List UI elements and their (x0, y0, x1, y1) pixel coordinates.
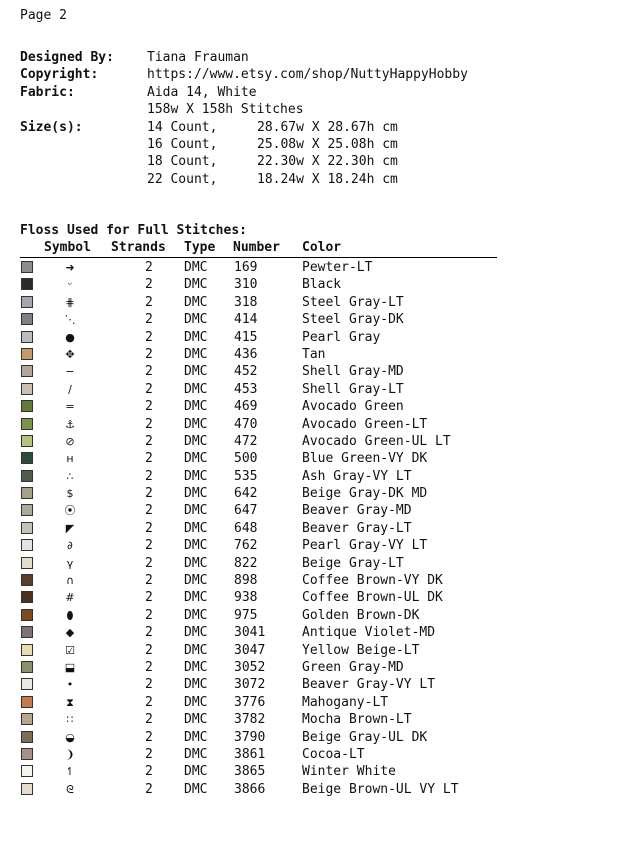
color-name-cell: Blue Green-VY DK (302, 451, 428, 467)
color-name-cell: Pewter-LT (302, 260, 373, 275)
color-swatch (21, 748, 33, 760)
color-swatch (21, 348, 33, 360)
floss-row (20, 746, 497, 763)
strands-cell: 2 (145, 729, 153, 745)
floss-row (20, 381, 497, 398)
color-name-cell: Coffee Brown-UL DK (302, 590, 443, 606)
strands-cell: 2 (145, 468, 153, 484)
symbol-glyph: ⧗ (66, 695, 74, 709)
stitch-count: 158w X 158h Stitches (147, 102, 304, 118)
color-swatch (21, 591, 33, 603)
symbol-glyph: ᵕ (67, 278, 73, 292)
header-color: Color (302, 240, 342, 255)
number-cell: 3861 (234, 746, 266, 762)
size-dimensions: 25.08w X 25.08h cm (257, 136, 398, 152)
number-cell: 762 (234, 538, 258, 554)
type-cell: DMC (184, 764, 208, 780)
floss-row (20, 711, 497, 728)
strands-cell: 2 (145, 486, 153, 502)
symbol-glyph: ⚓ (65, 417, 75, 431)
color-swatch (21, 365, 33, 377)
copyright-label: Copyright: (20, 67, 99, 83)
size-count: 18 Count, (147, 154, 218, 170)
symbol-glyph: γ (66, 556, 74, 570)
floss-row (20, 607, 497, 624)
type-cell: DMC (184, 312, 208, 328)
color-name-cell: Pearl Gray-VY LT (302, 538, 428, 554)
floss-row (20, 589, 497, 606)
header-type: Type (184, 240, 216, 255)
strands-cell: 2 (145, 555, 153, 571)
color-name-cell: Beaver Gray-VY LT (302, 677, 436, 693)
type-cell: DMC (184, 712, 208, 728)
designer-label: Designed By: (20, 50, 114, 65)
color-swatch (21, 470, 33, 482)
color-name-cell: Tan (302, 346, 326, 362)
type-cell: DMC (184, 573, 208, 589)
color-swatch (21, 296, 33, 308)
number-cell: 169 (234, 260, 258, 275)
color-swatch (21, 383, 33, 395)
number-cell: 3865 (234, 764, 266, 780)
number-cell: 318 (234, 294, 258, 310)
floss-row (20, 485, 497, 502)
symbol-glyph: • (66, 678, 74, 692)
color-swatch (21, 504, 33, 516)
color-swatch (21, 452, 33, 464)
page-label: Page 2 (20, 8, 67, 23)
color-swatch (21, 487, 33, 499)
number-cell: 938 (234, 590, 258, 606)
floss-row (20, 659, 497, 676)
symbol-glyph: ➜ (65, 261, 75, 274)
color-name-cell: Beige Gray-LT (302, 555, 404, 571)
strands-cell: 2 (145, 712, 153, 728)
type-cell: DMC (184, 329, 208, 345)
floss-row (20, 763, 497, 780)
color-swatch (21, 400, 33, 412)
strands-cell: 2 (145, 677, 153, 693)
strands-cell: 2 (145, 746, 153, 762)
floss-row (20, 537, 497, 554)
symbol-glyph: ∩ (65, 574, 75, 588)
sizes-label: Size(s): (20, 119, 83, 135)
floss-row (20, 676, 497, 693)
floss-table-header (20, 240, 497, 258)
floss-section-title: Floss Used for Full Stitches: (20, 223, 247, 238)
symbol-glyph: − (65, 365, 75, 379)
symbol-glyph: ⋱ (64, 313, 76, 327)
fabric-value: Aida 14, White (147, 84, 257, 100)
strands-cell: 2 (145, 416, 153, 432)
symbol-glyph: ◒ (65, 730, 75, 744)
color-swatch (21, 678, 33, 690)
header-number: Number (233, 240, 280, 255)
symbol-glyph: ↿ (65, 765, 75, 779)
copyright-link[interactable]: https://www.etsy.com/shop/NuttyHappyHobby (147, 67, 468, 83)
strands-cell: 2 (145, 538, 153, 554)
size-dimensions: 22.30w X 22.30h cm (257, 154, 398, 170)
color-name-cell: Black (302, 277, 342, 293)
number-cell: 898 (234, 573, 258, 589)
strands-cell: 2 (145, 503, 153, 519)
type-cell: DMC (184, 677, 208, 693)
strands-cell: 2 (145, 694, 153, 710)
number-cell: 3047 (234, 642, 266, 658)
number-cell: 453 (234, 381, 258, 397)
number-cell: 648 (234, 520, 258, 536)
floss-row (20, 346, 497, 363)
symbol-glyph: ⦿ (64, 504, 76, 518)
color-swatch (21, 644, 33, 656)
strands-cell: 2 (145, 260, 153, 275)
type-cell: DMC (184, 433, 208, 449)
number-cell: 3866 (234, 781, 266, 797)
floss-row (20, 398, 497, 415)
floss-row (20, 502, 497, 519)
color-name-cell: Ash Gray-VY LT (302, 468, 412, 484)
floss-row (20, 624, 497, 641)
number-cell: 452 (234, 364, 258, 380)
color-swatch (21, 522, 33, 534)
number-cell: 436 (234, 346, 258, 362)
number-cell: 3072 (234, 677, 266, 693)
floss-row (20, 520, 497, 537)
symbol-glyph: ⬮ (66, 608, 74, 622)
number-cell: 975 (234, 607, 258, 623)
symbol-glyph: ∴ (66, 469, 74, 483)
number-cell: 3052 (234, 659, 266, 675)
type-cell: DMC (184, 277, 208, 293)
floss-row (20, 468, 497, 485)
floss-row (20, 450, 497, 467)
type-cell: DMC (184, 399, 208, 415)
color-swatch (21, 731, 33, 743)
color-name-cell: Shell Gray-LT (302, 381, 404, 397)
symbol-glyph: ☑ (65, 643, 75, 657)
symbol-glyph: ⬓ (64, 660, 76, 674)
number-cell: 822 (234, 555, 258, 571)
floss-row (20, 694, 497, 711)
strands-cell: 2 (145, 764, 153, 780)
size-count: 14 Count, (147, 119, 218, 135)
type-cell: DMC (184, 625, 208, 641)
number-cell: 3782 (234, 712, 266, 728)
number-cell: 642 (234, 486, 258, 502)
number-cell: 310 (234, 277, 258, 293)
color-name-cell: Mahogany-LT (302, 694, 389, 710)
color-name-cell: Avocado Green-LT (302, 416, 428, 432)
color-name-cell: Beige Gray-UL DK (302, 729, 428, 745)
type-cell: DMC (184, 346, 208, 362)
symbol-glyph: ✥ (65, 347, 75, 361)
floss-row (20, 311, 497, 328)
floss-row (20, 329, 497, 346)
color-swatch (21, 626, 33, 638)
strands-cell: 2 (145, 381, 153, 397)
color-swatch (21, 539, 33, 551)
type-cell: DMC (184, 746, 208, 762)
type-cell: DMC (184, 642, 208, 658)
number-cell: 415 (234, 329, 258, 345)
strands-cell: 2 (145, 277, 153, 293)
floss-table (20, 259, 497, 798)
symbol-glyph: ◤ (65, 521, 75, 535)
type-cell: DMC (184, 381, 208, 397)
number-cell: 472 (234, 433, 258, 449)
designer-value: Tiana Frauman (147, 50, 249, 65)
color-swatch (21, 278, 33, 290)
color-name-cell: Shell Gray-MD (302, 364, 404, 380)
symbol-glyph: = (65, 400, 75, 414)
color-swatch (21, 574, 33, 586)
strands-cell: 2 (145, 346, 153, 362)
color-name-cell: Golden Brown-DK (302, 607, 420, 623)
strands-cell: 2 (145, 642, 153, 658)
color-swatch (21, 313, 33, 325)
strands-cell: 2 (145, 573, 153, 589)
color-name-cell: Yellow Beige-LT (302, 642, 420, 658)
floss-row (20, 259, 497, 276)
symbol-glyph: # (65, 591, 75, 605)
type-cell: DMC (184, 503, 208, 519)
color-name-cell: Beaver Gray-LT (302, 520, 412, 536)
strands-cell: 2 (145, 399, 153, 415)
symbol-glyph: ❩ (65, 747, 75, 761)
symbol-glyph: $ (66, 487, 74, 501)
number-cell: 3776 (234, 694, 266, 710)
size-count: 16 Count, (147, 136, 218, 152)
number-cell: 414 (234, 312, 258, 328)
strands-cell: 2 (145, 520, 153, 536)
strands-cell: 2 (145, 781, 153, 797)
size-dimensions: 18.24w X 18.24h cm (257, 171, 398, 187)
color-name-cell: Pearl Gray (302, 329, 381, 345)
number-cell: 500 (234, 451, 258, 467)
color-swatch (21, 331, 33, 343)
color-name-cell: Mocha Brown-LT (302, 712, 412, 728)
type-cell: DMC (184, 520, 208, 536)
number-cell: 470 (234, 416, 258, 432)
strands-cell: 2 (145, 625, 153, 641)
number-cell: 469 (234, 399, 258, 415)
type-cell: DMC (184, 294, 208, 310)
header-symbol: Symbol (44, 240, 91, 255)
number-cell: 3790 (234, 729, 266, 745)
strands-cell: 2 (145, 294, 153, 310)
strands-cell: 2 (145, 329, 153, 345)
strands-cell: 2 (145, 312, 153, 328)
type-cell: DMC (184, 260, 208, 275)
color-swatch (21, 765, 33, 777)
type-cell: DMC (184, 659, 208, 675)
symbol-glyph: ⋕ (65, 295, 75, 309)
symbol-glyph: ∂ (67, 539, 73, 553)
number-cell: 647 (234, 503, 258, 519)
color-swatch (21, 783, 33, 795)
strands-cell: 2 (145, 607, 153, 623)
strands-cell: 2 (145, 659, 153, 675)
type-cell: DMC (184, 416, 208, 432)
floss-row (20, 642, 497, 659)
color-swatch (21, 418, 33, 430)
type-cell: DMC (184, 364, 208, 380)
symbol-glyph: ∷ (66, 713, 74, 727)
type-cell: DMC (184, 729, 208, 745)
symbol-glyph: ⊘ (65, 434, 75, 448)
floss-row (20, 729, 497, 746)
symbol-glyph: ᘓ (66, 782, 74, 796)
color-name-cell: Steel Gray-DK (302, 312, 404, 328)
color-name-cell: Beige Brown-UL VY LT (302, 781, 459, 797)
color-swatch (21, 609, 33, 621)
number-cell: 3041 (234, 625, 266, 641)
size-count: 22 Count, (147, 171, 218, 187)
color-name-cell: Beaver Gray-MD (302, 503, 412, 519)
floss-row (20, 781, 497, 798)
floss-row (20, 276, 497, 293)
floss-row (20, 555, 497, 572)
color-name-cell: Coffee Brown-VY DK (302, 573, 443, 589)
size-dimensions: 28.67w X 28.67h cm (257, 119, 398, 135)
color-name-cell: Antique Violet-MD (302, 625, 436, 641)
type-cell: DMC (184, 486, 208, 502)
color-name-cell: Beige Gray-DK MD (302, 486, 428, 502)
color-swatch (21, 661, 33, 673)
header-strands: Strands (111, 240, 166, 255)
fabric-label: Fabric: (20, 84, 75, 100)
color-swatch (21, 261, 33, 273)
color-name-cell: Green Gray-MD (302, 659, 404, 675)
type-cell: DMC (184, 451, 208, 467)
color-name-cell: Avocado Green (302, 399, 404, 415)
floss-row (20, 572, 497, 589)
type-cell: DMC (184, 468, 208, 484)
type-cell: DMC (184, 607, 208, 623)
color-name-cell: Cocoa-LT (302, 746, 365, 762)
color-swatch (21, 696, 33, 708)
strands-cell: 2 (145, 451, 153, 467)
strands-cell: 2 (145, 433, 153, 449)
type-cell: DMC (184, 590, 208, 606)
symbol-glyph: н (66, 452, 74, 466)
symbol-glyph: ∕ (68, 382, 72, 396)
floss-row (20, 433, 497, 450)
strands-cell: 2 (145, 590, 153, 606)
floss-row (20, 294, 497, 311)
type-cell: DMC (184, 538, 208, 554)
symbol-glyph: ◆ (65, 626, 75, 640)
color-swatch (21, 713, 33, 725)
floss-row (20, 416, 497, 433)
number-cell: 535 (234, 468, 258, 484)
type-cell: DMC (184, 694, 208, 710)
color-name-cell: Winter White (302, 764, 396, 780)
type-cell: DMC (184, 555, 208, 571)
color-name-cell: Avocado Green-UL LT (302, 433, 451, 449)
floss-row (20, 363, 497, 380)
type-cell: DMC (184, 781, 208, 797)
strands-cell: 2 (145, 364, 153, 380)
symbol-glyph: ● (65, 330, 75, 344)
color-name-cell: Steel Gray-LT (302, 294, 404, 310)
color-swatch (21, 435, 33, 447)
color-swatch (21, 557, 33, 569)
